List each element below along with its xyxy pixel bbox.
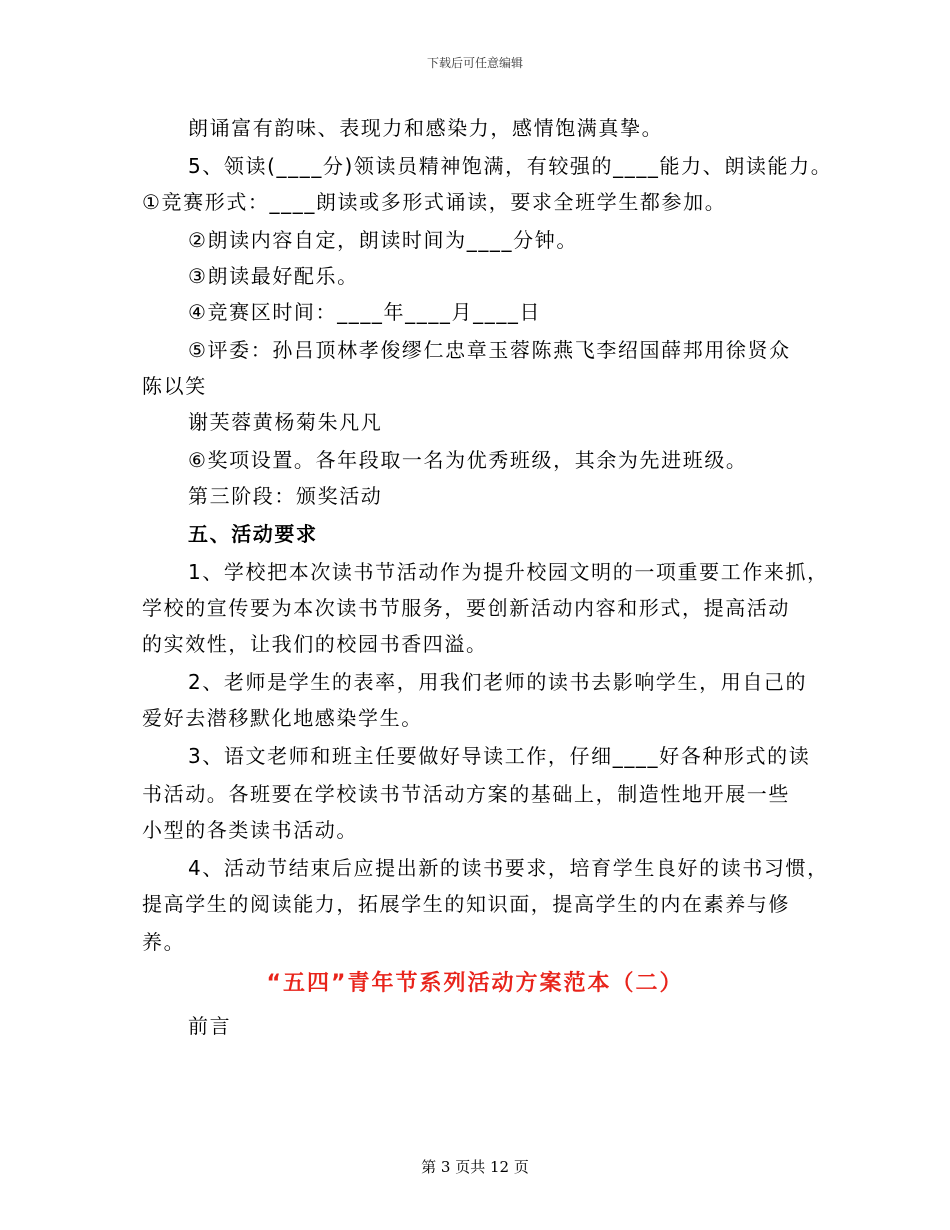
- body-line: ④竞赛区时间：____年____月____日: [188, 300, 542, 324]
- body-line: 书活动。各班要在学校读书节活动方案的基础上，制造性地开展一些: [142, 782, 790, 806]
- body-line: 5、领读(____分)领读员精神饱满，有较强的____能力、朗读能力。: [188, 154, 833, 178]
- body-line: 3、语文老师和班主任要做好导读工作，仔细____好各种形式的读: [188, 744, 811, 768]
- body-line: 陈以笑: [142, 374, 207, 398]
- body-line: 的实效性，让我们的校园书香四溢。: [142, 632, 488, 656]
- body-line: ③朗读最好配乐。: [188, 264, 359, 288]
- body-line: ②朗读内容自定，朗读时间为____分钟。: [188, 228, 578, 252]
- section-heading: 五、活动要求: [188, 522, 318, 546]
- body-line: 养。: [142, 930, 186, 954]
- body-line: 4、活动节结束后应提出新的读书要求，培育学生良好的读书习惯，: [188, 856, 829, 880]
- body-line: 朗诵富有韵味、表现力和感染力，感情饱满真挚。: [188, 116, 664, 140]
- body-line: 学校的宣传要为本次读书节服务，要创新活动内容和形式，提高活动: [142, 596, 790, 620]
- body-line: 第三阶段：颁奖活动: [188, 484, 383, 508]
- body-line: 爱好去潜移默化地感染学生。: [142, 706, 423, 730]
- body-line: 2、老师是学生的表率，用我们老师的读书去影响学生，用自己的: [188, 670, 808, 694]
- body-line: ⑥奖项设置。各年段取一名为优秀班级，其余为先进班级。: [188, 448, 748, 472]
- body-line: ⑤评委：孙吕顶林孝俊缪仁忠章玉蓉陈燕飞李绍国薛邦用徐贤众: [188, 338, 791, 362]
- page-footer: 第 3 页共 12 页: [421, 1158, 529, 1176]
- body-line: 1、学校把本次读书节活动作为提升校园文明的一项重要工作来抓，: [188, 560, 829, 584]
- section-title: “五四”青年节系列活动方案范本（二）: [266, 971, 684, 996]
- body-line: 提高学生的阅读能力，拓展学生的知识面，提高学生的内在素养与修: [142, 892, 790, 916]
- body-line: 小型的各类读书活动。: [142, 818, 358, 842]
- body-line: ①竞赛形式：____朗读或多形式诵读，要求全班学生都参加。: [142, 190, 727, 214]
- page-header: 下载后可任意编辑: [426, 56, 523, 70]
- body-line: 谢芙蓉黄杨菊朱凡凡: [188, 410, 383, 434]
- preface-label: 前言: [188, 1014, 232, 1038]
